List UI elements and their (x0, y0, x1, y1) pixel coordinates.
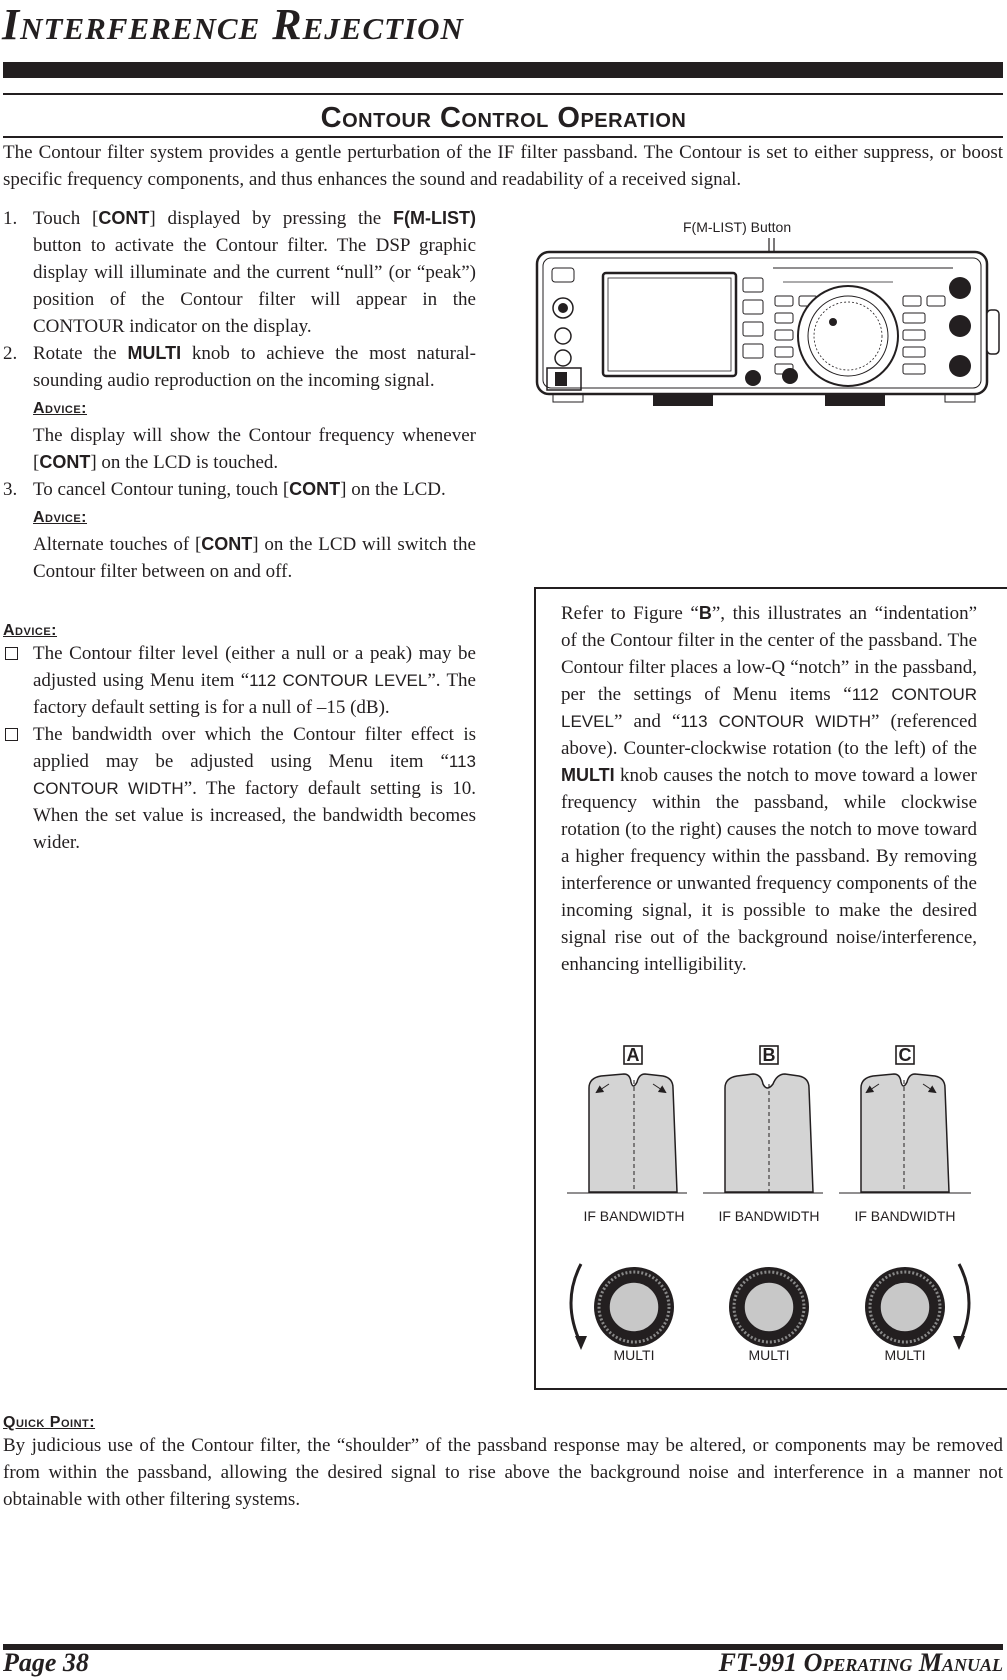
box-paragraph (561, 600, 977, 978)
knob-label: MULTI (613, 1347, 655, 1363)
advice-text: The bandwidth over which the Contour filter effect is applied may be adjusted using Menu item “ (33, 724, 476, 772)
intro-paragraph: The Contour filter system provides a gentle perturbation of the IF filter passband. The Contour is set to either suppress, or boost specific frequency components, and thus enhances the sound and readability of a received signal. (3, 142, 1003, 190)
menu-item-name: 112 CONTOUR LEVEL (561, 685, 977, 731)
step-text: To cancel Contour tuning, touch [ (33, 479, 290, 500)
radio-front-panel-figure (533, 218, 1007, 433)
step-text: knob to achieve the most natural-sounding audio reproduction on the incoming signal. (33, 343, 476, 391)
button-name: CONT (98, 208, 150, 228)
advice-label: Advice: (33, 400, 88, 417)
contour-panel-b (703, 1045, 823, 1363)
bandwidth-label: IF BANDWIDTH (583, 1208, 685, 1224)
callout-label: F(M-LIST) Button (683, 219, 792, 235)
advice-text: ] on the LCD is touched. (90, 452, 279, 473)
button-name: CONT (289, 479, 341, 499)
step-item (3, 205, 476, 340)
step-text: button to activate the Contour filter. The DSP graphic display will illuminate and the current “null” (or “peak”) position of the Contour filter will appear in the CONTOUR indicator on the display. (33, 235, 476, 337)
step-text: Rotate the (33, 343, 128, 364)
advice-text: The Contour filter level (either a null or a peak) may be adjusted using Menu item “ (33, 643, 476, 691)
menu-item-name: 113 CONTOUR WIDTH (33, 752, 476, 798)
step-number: 2. (3, 343, 18, 364)
panel-letter: B (762, 1045, 776, 1065)
step-item (3, 476, 476, 585)
box-text: ” and “ (613, 711, 681, 732)
checkbox-icon (5, 647, 18, 660)
contour-panel-a (567, 1045, 687, 1363)
box-text: knob causes the notch to move toward a lower frequency within the passband, while clockwise rotation (to the right) causes the notch to move toward a higher frequency within the passband. By removing interference or unwanted frequency components of the incoming signal, it is possible to make the desired signal rise out of the background noise/interference, enhancing intelligibility. (561, 765, 977, 975)
header-bar (3, 62, 1003, 78)
button-name: CONT (39, 452, 91, 472)
advice-item (3, 640, 476, 721)
step-item (3, 340, 476, 476)
step-number: 1. (3, 208, 18, 229)
box-text: ”, this illustrates an “indentation” of the Contour filter in the center of the passband. The Contour filter places a low-Q “notch” in the passband, per the settings of Menu items “ (561, 603, 977, 705)
header-rule (3, 93, 1003, 95)
page-number: Page 38 (3, 1648, 89, 1677)
advice-text: ] on the LCD will switch the Contour filter between on and off. (33, 534, 476, 582)
chapter-title: Interference Rejection (2, 0, 464, 49)
bandwidth-label: IF BANDWIDTH (854, 1208, 956, 1224)
step-text: Touch [ (33, 208, 99, 229)
advice-item (3, 721, 476, 856)
menu-item-name: 112 CONTOUR LEVEL (249, 671, 428, 690)
steps-list (3, 205, 476, 585)
advice-text: ”. The factory default setting is for a null of –15 (dB). (33, 670, 476, 718)
step-text: ] on the LCD. (340, 479, 446, 500)
advice-text: ”. The factory default setting is 10. When the set value is increased, the bandwidth becomes wider. (33, 778, 477, 853)
advice-label: Advice: (3, 622, 58, 639)
knob-name: MULTI (127, 343, 182, 363)
manual-name: FT-991 Operating Manual (718, 1648, 1003, 1677)
box-text: Refer to Figure “ (561, 603, 699, 624)
contour-filter-figure (567, 1040, 982, 1370)
quick-point-block (3, 1414, 1003, 1513)
advice-label: Advice: (33, 509, 88, 526)
advice-text: Alternate touches of [ (33, 534, 202, 555)
quick-point-text: By judicious use of the Contour filter, the “shoulder” of the passband response may be altered, or components may be removed from within the passband, allowing the desired signal to rise above the background noise and interference in a manner not obtainable with other filtering systems. (3, 1435, 1003, 1510)
button-name: F(M-LIST) (393, 208, 476, 228)
checkbox-icon (5, 728, 18, 741)
advice-block (3, 622, 476, 856)
knob-label: MULTI (884, 1347, 926, 1363)
panel-letter: C (898, 1045, 912, 1065)
panel-letter: A (626, 1045, 640, 1065)
knob-name: MULTI (561, 765, 615, 785)
menu-item-name: 113 CONTOUR WIDTH (680, 712, 871, 731)
section-rule (3, 136, 1003, 138)
bandwidth-label: IF BANDWIDTH (718, 1208, 820, 1224)
figure-ref: B (698, 603, 712, 623)
step-text: ] displayed by pressing the (149, 208, 394, 229)
button-name: CONT (201, 534, 253, 554)
contour-panel-c (839, 1045, 971, 1363)
knob-label: MULTI (748, 1347, 790, 1363)
advice-text: The display will show the Contour frequency whenever [ (33, 425, 476, 473)
step-number: 3. (3, 479, 18, 500)
section-title: Contour Control Operation (320, 102, 687, 134)
quick-point-label: Quick Point: (3, 1414, 96, 1431)
box-text: ” (referenced above). Counter-clockwise rotation (to the left) of the (561, 711, 977, 759)
